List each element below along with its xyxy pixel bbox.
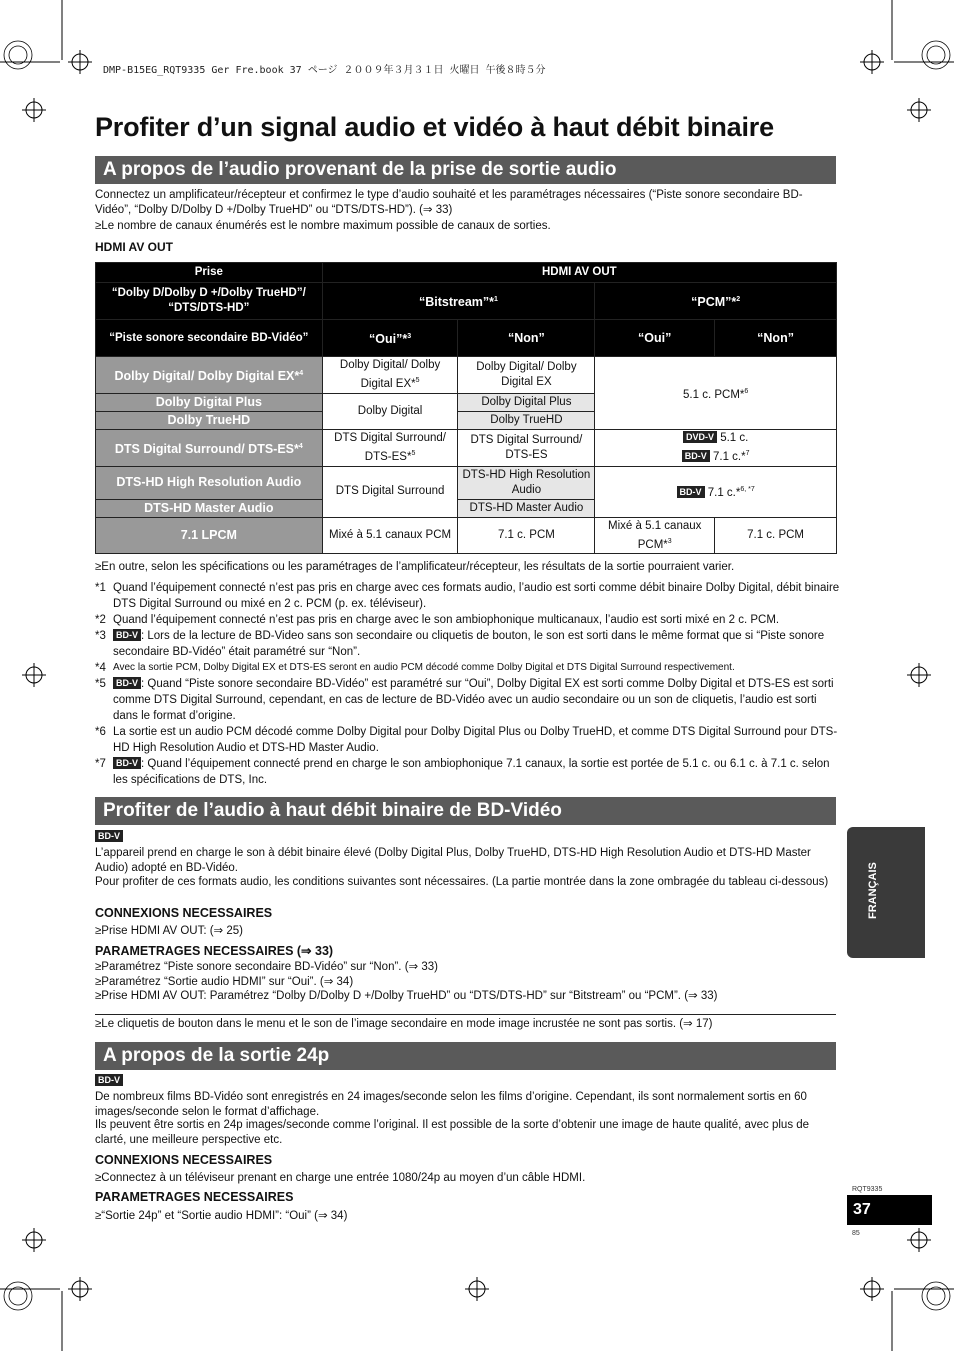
section1-bullet: ≥Le nombre de canaux énumérés est le nombre maximum possible de canaux de sorties. <box>95 220 551 232</box>
th-oui-2: “Oui” <box>595 320 715 357</box>
row-dts-hd-ma: DTS-HD Master Audio <box>96 499 323 517</box>
row-dolby-truehd: Dolby TrueHD <box>96 411 323 429</box>
doc-code: RQT9335 <box>852 1186 883 1193</box>
note-5: : Quand “Piste sonore secondaire BD-Vidéo” est paramétré sur “Oui”, Dolby Digital EX est sorti comme Dolby Digital et DTS-ES est sorti comme DTS Digital Surround, cependant, en cas de lecture de BD-Vidéo avec un audio secondaire ou un son de cliquetis, l’audio est sorti dans le format d’origine. <box>113 678 834 722</box>
note-6: La sortie est un audio PCM décodé comme Dolby Digital pour Dolby Digital Plus ou Dolby TrueHD, et comme DTS Digital Surround pour DTS-HD High Resolution Audio et DTS-HD Master Audio. <box>113 726 838 754</box>
cell: Mixé à 5.1 canaux PCM <box>322 517 458 554</box>
cell: DTS Digital Surround/ DTS-ES <box>458 429 595 466</box>
cell: DTS-HD Master Audio <box>458 499 595 517</box>
cell: Mixé à 5.1 canaux PCM*$^3$ <box>595 517 715 554</box>
cell: Dolby Digital/ Dolby Digital EX <box>458 357 595 394</box>
th-prise: Prise <box>96 263 323 283</box>
row-label-secondary-track: “Piste sonore secondaire BD-Vidéo” <box>96 320 323 357</box>
section3-conn1: ≥Connectez à un téléviseur prenant en charge une entrée 1080/24p au moyen d’un câble HDMI. <box>95 1172 586 1184</box>
connections-heading: CONNEXIONS NECESSAIRES <box>95 906 273 920</box>
th-bitstream: “Bitstream”*$^1$ <box>322 283 595 320</box>
section3-p2: Ils peuvent être sortis en 24p images/seconde comme l’original. Il est possible de la sorte d’obtenir une image de haute qualité, avec plus de clarté, une meilleure perspective etc. <box>95 1119 810 1146</box>
cell: DTS-HD High Resolution Audio <box>458 466 595 499</box>
cell: Dolby Digital Plus <box>458 393 595 411</box>
cell: DTS Digital Surround <box>322 466 458 517</box>
th-pcm: “PCM”*$^2$ <box>595 283 837 320</box>
cell: Dolby Digital/ Dolby Digital EX*$^5$ <box>322 357 458 394</box>
section3-param1: ≥“Sortie 24p” et “Sortie audio HDMI”: “Oui” (⇒ 34) <box>95 1210 348 1222</box>
cell: BD-V 7.1 c.*$^{6, *7}$ <box>595 466 837 517</box>
section-heading-24p: A propos de la sortie 24p <box>95 1042 836 1070</box>
divider <box>95 1014 836 1015</box>
note-2: Quand l’équipement connecté n’est pas pris en charge avec le son ambiophonique multicanaux, l’audio est sorti mixé en 2 c. PCM. <box>113 614 780 626</box>
section-heading-audio-out: A propos de l’audio provenant de la prise de sortie audio <box>95 156 836 184</box>
section2-param2: ≥Paramétrez “Sortie audio HDMI” sur “Oui”. (⇒ 34) <box>95 976 354 988</box>
cell: Dolby Digital <box>322 393 458 429</box>
cell: DVD-V 5.1 c. BD-V 7.1 c.*$^7$ <box>595 429 837 466</box>
settings-heading: PARAMETRAGES NECESSAIRES (⇒ 33) <box>95 944 334 958</box>
bd-v-badge: BD-V <box>95 830 123 842</box>
note-1: Quand l’équipement connecté n’est pas pris en charge avec ces formats audio, l’audio est sorti comme débit binaire Dolby Digital, débit binaire DTS Digital Surround ou mixé en 2 c. PCM (p. ex. téléviseur). <box>113 582 840 610</box>
cell: DTS Digital Surround/ DTS-ES*$^5$ <box>322 429 458 466</box>
note-4: Avec la sortie PCM, Dolby Digital EX et DTS-ES seront en audio PCM décodé comme Dolby Digital et DTS Digital Surround respectivement. <box>113 662 735 673</box>
section2-conn1: ≥Prise HDMI AV OUT: (⇒ 25) <box>95 925 244 937</box>
cell: 7.1 c. PCM <box>715 517 837 554</box>
sub-page-number: 85 <box>852 1230 860 1237</box>
section2-param3: ≥Prise HDMI AV OUT: Paramétrez “Dolby D/Dolby D +/Dolby TrueHD” ou “DTS/DTS-HD” sur “Bitstream” ou “PCM”. (⇒ 33) <box>95 990 718 1002</box>
row-dts-hd-hra: DTS-HD High Resolution Audio <box>96 466 323 499</box>
th-non-2: “Non” <box>715 320 837 357</box>
page-number: 37 <box>853 1201 871 1218</box>
cell: 7.1 c. PCM <box>458 517 595 554</box>
th-hdmi: HDMI AV OUT <box>322 263 836 283</box>
footnotes: ≥En outre, selon les spécifications ou les paramétrages de l’amplificateur/récepteur, les résultats de la sortie pourraient varier. *1 Quand l’équipement connecté n’est pas pris en charge avec ces formats audio, l’audio est sorti comme débit binaire Dolby Digital, débit binaire DTS Digital Surround ou mixé en 2 c. PCM (p. ex. téléviseur). *2 Quand l’équipement connecté n’est pas pris en charge avec le son ambiophonique multicanaux, l’audio est sorti mixé en 2 c. PCM. *3 BD-V : Lors de la lecture de BD-Video sans son secondaire ou cliquetis de bouton, le son est sorti dans le même format que si “Piste sonore secondaire BD-Vidéo” était paramétré sur “Non”. *4 Avec la sortie PCM, Dolby Digital EX et DTS-ES seront en audio PCM décodé comme Dolby Digital et DTS Digital Surround respectivement. *5 BD-V : Quand “Piste sonore secondaire BD-Vidéo” est paramétré sur “Oui”, Dolby Digital EX est sorti comme Dolby Digital et DTS-ES est sorti comme DTS Digital Surround, cependant, en cas de lecture de BD-Vidéo avec un audio secondaire ou un son de cliquetis, l’audio est sorti dans le format d’origine. *6 La sortie est un audio PCM décodé comme Dolby Digital pour Dolby Digital Plus ou Dolby TrueHD, et comme DTS Digital Surround pour DTS-HD High Resolution Audio et DTS-HD Master Audio. *7 BD-V : Quand l’équipement connecté prend en charge le son ambiophonique 7.1 canaux, la sortie est portée de 5.1 c. ou 6.1 c. à 7.1 c. selon les spécifications de DTS, Inc. <box>95 561 840 786</box>
row-dolby-digital-plus: Dolby Digital Plus <box>96 393 323 411</box>
section2-param1: ≥Paramétrez “Piste sonore secondaire BD-Vidéo” sur “Non”. (⇒ 33) <box>95 961 438 973</box>
hdmi-subheading: HDMI AV OUT <box>95 240 173 254</box>
cell: 5.1 c. PCM*$^6$ <box>595 357 837 430</box>
page-title: Profiter d’un signal audio et vidéo à haut débit binaire <box>95 112 774 142</box>
th-oui-1: “Oui”*$^3$ <box>322 320 458 357</box>
section2-p2: Pour profiter de ces formats audio, les conditions suivantes sont nécessaires. (La partie montrée dans la zone ombragée du tableau ci-dessous) <box>95 876 829 888</box>
row-dts-surround: DTS Digital Surround/ DTS-ES*$^4$ <box>96 429 323 466</box>
bd-v-badge: BD-V <box>95 1074 123 1086</box>
section2-note: ≥Le cliquetis de bouton dans le menu et le son de l’image secondaire en mode image incrustée ne sont pas sortis. (⇒ 17) <box>95 1018 713 1030</box>
row-dolby-digital: Dolby Digital/ Dolby Digital EX*$^4$ <box>96 357 323 394</box>
language-tab: FRANÇAIS <box>847 827 925 958</box>
settings-heading: PARAMETRAGES NECESSAIRES <box>95 1190 294 1204</box>
row-lpcm: 7.1 LPCM <box>96 517 323 554</box>
section3-p1: De nombreux films BD-Vidéo sont enregistrés en 24 images/seconde selon les films d’origine. Cependant, ils sont normalement sortis en 60 images/seconde selon le format d’affichage. <box>95 1091 807 1118</box>
connections-heading: CONNEXIONS NECESSAIRES <box>95 1153 273 1167</box>
section-heading-bd-video: Profiter de l’audio à haut débit binaire de BD-Vidéo <box>95 797 836 825</box>
section1-intro: Connectez un amplificateur/récepteur et confirmez le type d’audio souhaité et les paramétrages nécessaires (“Piste sonore secondaire BD-Vidéo”, “Dolby D/Dolby D +/Dolby TrueHD” ou “DTS/DTS-HD”). (⇒ 33) <box>95 189 803 216</box>
audio-output-table <box>95 262 837 554</box>
th-non-1: “Non” <box>458 320 595 357</box>
note-7: : Quand l’équipement connecté prend en charge le son ambiophonique 7.1 canaux, la sortie est portée de 5.1 c. ou 6.1 c. à 7.1 c. selon les spécifications de DTS, Inc. <box>113 758 830 786</box>
section2-p1: L’appareil prend en charge le son à débit binaire élevé (Dolby Digital Plus, Dolby TrueHD, DTS-HD High Resolution Audio et DTS-HD Master Audio) adopté en BD-Vidéo. <box>95 847 811 874</box>
row-label-dolby-dts: “Dolby D/Dolby D +/Dolby TrueHD”/ “DTS/DTS-HD” <box>96 283 323 320</box>
print-header: DMP-B15EG_RQT9335 Ger Fre.book 37 ページ ２００９年３月３１日 火曜日 午後８時５分 <box>103 65 546 76</box>
note-3: : Lors de la lecture de BD-Video sans son secondaire ou cliquetis de bouton, le son est sorti dans le même format que si “Piste sonore secondaire BD-Vidéo” était paramétré sur “Non”. <box>113 630 825 658</box>
notes-bullet: ≥En outre, selon les spécifications ou les paramétrages de l’amplificateur/récepteur, les résultats de la sortie pourraient varier. <box>95 561 735 573</box>
cell: Dolby TrueHD <box>458 411 595 429</box>
